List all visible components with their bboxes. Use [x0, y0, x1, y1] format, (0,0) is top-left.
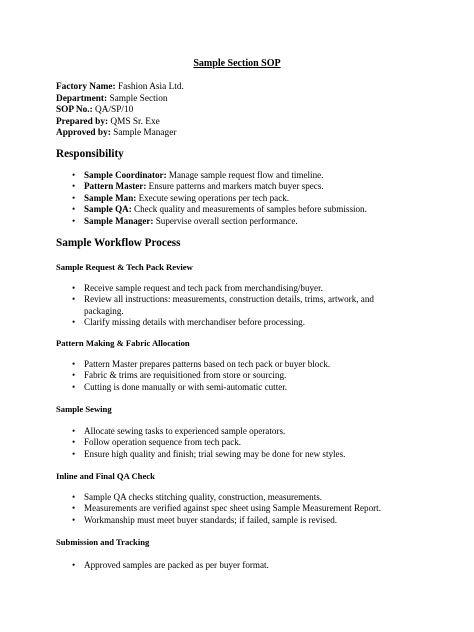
list-item [56, 426, 396, 437]
list-item [56, 560, 396, 571]
meta-value: QA/SP/10 [92, 105, 134, 116]
role-label: Sample QA: [84, 204, 132, 215]
bullet-icon: • [72, 370, 76, 381]
item-text: Approved samples are packed as per buyer format. [84, 560, 269, 570]
document-meta [56, 82, 184, 140]
bullet-icon: • [72, 381, 76, 392]
bullet-icon: • [72, 215, 76, 226]
list-item [56, 181, 396, 192]
list-item [56, 492, 406, 503]
item-text: Sample QA checks stitching quality, construction, measurements. [84, 492, 323, 502]
section-heading-submission: Submission and Tracking [56, 537, 150, 547]
role-text: Check quality and measurements of samples before submission. [131, 204, 367, 215]
item-text: Cutting is done manually or with semi-automatic cutter. [84, 381, 288, 392]
bullet-icon: • [72, 359, 76, 369]
section-list-sewing [56, 426, 396, 460]
bullet-icon: • [72, 181, 76, 192]
meta-label: Prepared by: [56, 116, 109, 127]
role-label: Sample Manager: [84, 215, 154, 226]
section-heading-sewing: Sample Sewing [56, 404, 112, 414]
list-item [56, 382, 396, 393]
list-item [56, 283, 396, 294]
list-item [56, 359, 396, 370]
item-text: Pattern Master prepares patterns based on tech pack or buyer block. [84, 359, 331, 369]
item-text: Review all instructions: measurements, construction details, trims, artwork, and packaging. [84, 294, 374, 316]
bullet-icon: • [72, 204, 76, 215]
list-item [56, 503, 406, 514]
list-item [56, 294, 396, 317]
list-item [56, 204, 396, 215]
role-label: Pattern Master: [84, 181, 147, 192]
bullet-icon: • [72, 514, 76, 525]
meta-label: Department: [56, 93, 108, 104]
bullet-icon: • [72, 317, 76, 328]
meta-label: Factory Name: [56, 82, 116, 92]
list-item [56, 437, 396, 448]
meta-label: Approved by: [56, 128, 111, 139]
bullet-icon: • [72, 192, 76, 203]
bullet-icon: • [72, 560, 76, 570]
bullet-icon: • [72, 492, 76, 502]
bullet-icon: • [72, 170, 76, 180]
role-label: Sample Man: [84, 192, 137, 203]
role-label: Sample Coordinator: [84, 170, 167, 180]
bullet-icon: • [72, 426, 76, 436]
section-list-pattern [56, 359, 396, 393]
role-text: Ensure patterns and markers match buyer specs. [146, 181, 324, 192]
item-text: Allocate sewing tasks to experienced sample operators. [84, 426, 286, 436]
meta-approved-by [56, 128, 184, 140]
item-text: Receive sample request and tech pack from merchandising/buyer. [84, 283, 323, 293]
list-item [56, 449, 396, 460]
section-heading-qa: Inline and Final QA Check [56, 471, 155, 481]
meta-sop-no [56, 105, 184, 117]
meta-department [56, 94, 184, 106]
list-item [56, 216, 396, 227]
meta-prepared-by [56, 117, 184, 129]
role-text: Manage sample request flow and timeline. [166, 170, 324, 180]
section-list-submission [56, 560, 396, 571]
item-text: Ensure high quality and finish; trial sewing may be done for new styles. [84, 448, 346, 459]
document-title: Sample Section SOP [193, 58, 281, 69]
responsibility-heading: Responsibility [56, 148, 124, 160]
section-heading-pattern: Pattern Making & Fabric Allocation [56, 338, 190, 348]
section-list-qa [56, 492, 406, 526]
bullet-icon: • [72, 503, 76, 514]
workflow-heading: Sample Workflow Process [56, 237, 181, 249]
list-item [56, 193, 396, 204]
bullet-icon: • [72, 283, 76, 293]
responsibility-list [56, 170, 396, 227]
bullet-icon: • [72, 448, 76, 459]
role-text: Supervise overall section performance. [153, 215, 298, 226]
list-item [56, 317, 396, 328]
section-list-request [56, 283, 396, 329]
bullet-icon: • [72, 437, 76, 448]
meta-value: Sample Section [107, 93, 168, 104]
meta-factory-name [56, 82, 184, 94]
meta-value: Fashion Asia Ltd. [115, 82, 184, 92]
item-text: Fabric & trims are requisitioned from store or sourcing. [84, 370, 287, 381]
list-item [56, 370, 396, 381]
list-item [56, 515, 406, 526]
meta-label: SOP No.: [56, 105, 93, 116]
list-item [56, 170, 396, 181]
meta-value: Sample Manager [110, 128, 177, 139]
meta-value: QMS Sr. Exe [108, 116, 160, 127]
item-text: Clarify missing details with merchandiser before processing. [84, 317, 305, 328]
bullet-icon: • [72, 294, 76, 305]
section-heading-request: Sample Request & Tech Pack Review [56, 262, 193, 272]
item-text: Measurements are verified against spec sheet using Sample Measurement Report. [84, 503, 381, 514]
role-text: Execute sewing operations per tech pack. [136, 192, 290, 203]
item-text: Follow operation sequence from tech pack. [84, 437, 242, 448]
item-text: Workmanship must meet buyer standards; if failed, sample is revised. [84, 514, 338, 525]
